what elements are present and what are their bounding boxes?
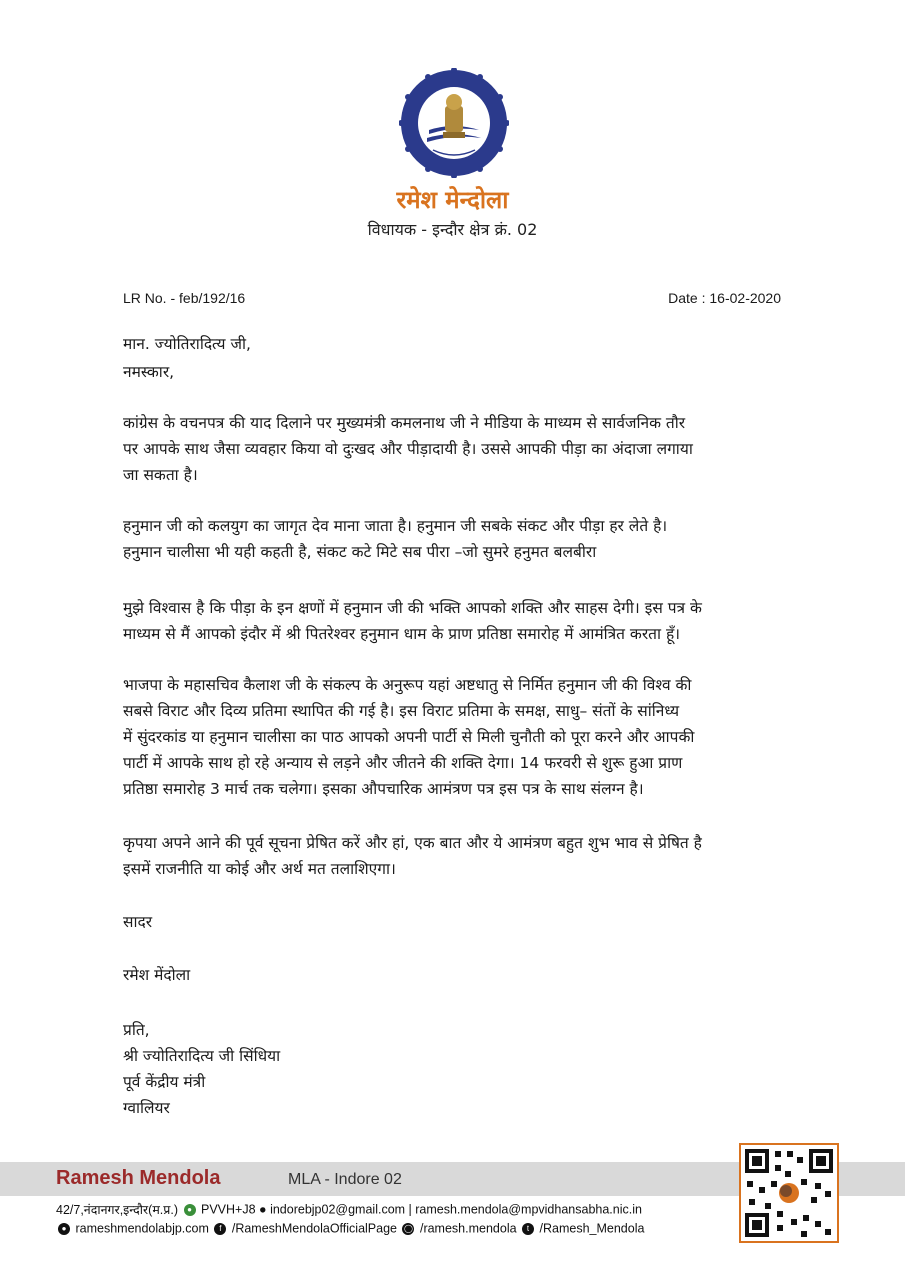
footer-emails[interactable]: indorebjp02@gmail.com | ramesh.mendola@mpvidhansabha.nic.in	[270, 1202, 642, 1217]
footer-contact-row	[56, 1201, 642, 1218]
facebook-icon: f	[214, 1223, 226, 1235]
footer-facebook[interactable]: /RameshMendolaOfficialPage	[231, 1221, 397, 1236]
footer-name: Ramesh Mendola	[56, 1167, 221, 1189]
footer-address: 42/7,नंदानगर,इन्दौर(म.प्र.)	[56, 1203, 179, 1217]
vidhansabha-emblem	[399, 68, 509, 178]
body-line: प्रतिष्ठा समारोह 3 मार्च तक चलेगा। इसका औपचारिक आमंत्रण पत्र इस पत्र के साथ संलग्न है।	[123, 780, 644, 798]
body-line: मुझे विश्वास है कि पीड़ा के इन क्षणों में हनुमान जी की भक्ति आपको शक्ति और साहस देगी। इस पत्र के	[123, 599, 702, 617]
body-line: पर आपके साथ जैसा व्यवहार किया वो दुःखद और पीड़ादायी है। उससे आपकी पीड़ा का अंदाजा लगाया	[123, 440, 693, 458]
letter-reference: LR No. - feb/192/16	[123, 290, 246, 306]
body-line: भाजपा के महासचिव कैलाश जी के संकल्प के अनुरूप यहां अष्टधातु से निर्मित हनुमान जी की विश्व की	[123, 676, 692, 694]
signature-name: रमेश मेंदोला	[123, 966, 191, 984]
body-line: इसमें राजनीति या कोई और अर्थ मत तलाशिएगा।	[123, 860, 396, 878]
instagram-icon: ◯	[404, 1223, 413, 1233]
footer-instagram[interactable]: /ramesh.mendola	[419, 1221, 517, 1236]
recipient-line: प्रति,	[123, 1021, 150, 1039]
salutation-line: मान. ज्योतिरादित्य जी,	[123, 335, 251, 353]
footer-plus-code: PVVH+J8	[201, 1202, 256, 1217]
closing-line: सादर	[123, 913, 153, 931]
bullet-icon: ●	[259, 1202, 267, 1217]
body-line: सबसे विराट और दिव्य प्रतिमा स्थापित की गई है। इस विराट प्रतिमा के समक्ष, साधु– संतों के सांनिध्य	[123, 702, 680, 720]
recipient-line: ग्वालियर	[123, 1099, 170, 1117]
twitter-icon: t	[522, 1223, 534, 1235]
body-line: कृपया अपने आने की पूर्व सूचना प्रेषित करें और हां, एक बात और ये आमंत्रण बहुत शुभ भाव से प्रेषित है	[123, 834, 702, 852]
recipient-line: पूर्व केंद्रीय मंत्री	[123, 1073, 206, 1091]
footer-social-row	[56, 1221, 644, 1236]
footer-website[interactable]: rameshmendolabjp.com	[75, 1221, 209, 1236]
letter-date: Date : 16-02-2020	[668, 290, 781, 306]
designation: विधायक - इन्दौर क्षेत्र क्रं. 02	[367, 220, 538, 239]
body-line: में सुंदरकांड या हनुमान चालीसा का पाठ आपको अपनी पार्टी से मिली चुनौती को पूरा करने और आपकी	[123, 728, 695, 746]
body-line: पार्टी में आपके साथ हो रहे अन्याय से लड़ने और जीतने की शक्ति देगा। 14 फरवरी से शुरू हुआ प्राण	[123, 754, 683, 772]
globe-icon: ●	[58, 1223, 70, 1235]
salutation-line: नमस्कार,	[123, 363, 175, 381]
body-line: हनुमान चालीसा भी यही कहती है, संकट कटे मिटे सब पीरा –जो सुमरे हनुमत बलबीरा	[123, 543, 597, 561]
body-line: हनुमान जी को कलयुग का जागृत देव माना जाता है। हनुमान जी सबके संकट और पीड़ा हर लेते है।	[123, 517, 668, 535]
body-line: माध्यम से मैं आपको इंदौर में श्री पितरेश्वर हनुमान धाम के प्राण प्रतिष्ठा समारोह में आमंत्रित करता हूँ।	[123, 625, 681, 643]
body-line: कांग्रेस के वचनपत्र की याद दिलाने पर मुख्यमंत्री कमलनाथ जी ने मीडिया के माध्यम से सार्वजनिक तौर	[123, 414, 686, 432]
recipient-line: श्री ज्योतिरादित्य जी सिंधिया	[123, 1047, 281, 1065]
mla-name-hindi: रमेश मेन्दोला	[396, 186, 509, 214]
qr-code	[739, 1143, 839, 1243]
footer-twitter[interactable]: /Ramesh_Mendola	[539, 1221, 645, 1236]
body-line: जा सकता है।	[123, 466, 198, 484]
map-pin-icon: ●	[184, 1204, 196, 1216]
footer-role: MLA - Indore 02	[288, 1171, 402, 1188]
